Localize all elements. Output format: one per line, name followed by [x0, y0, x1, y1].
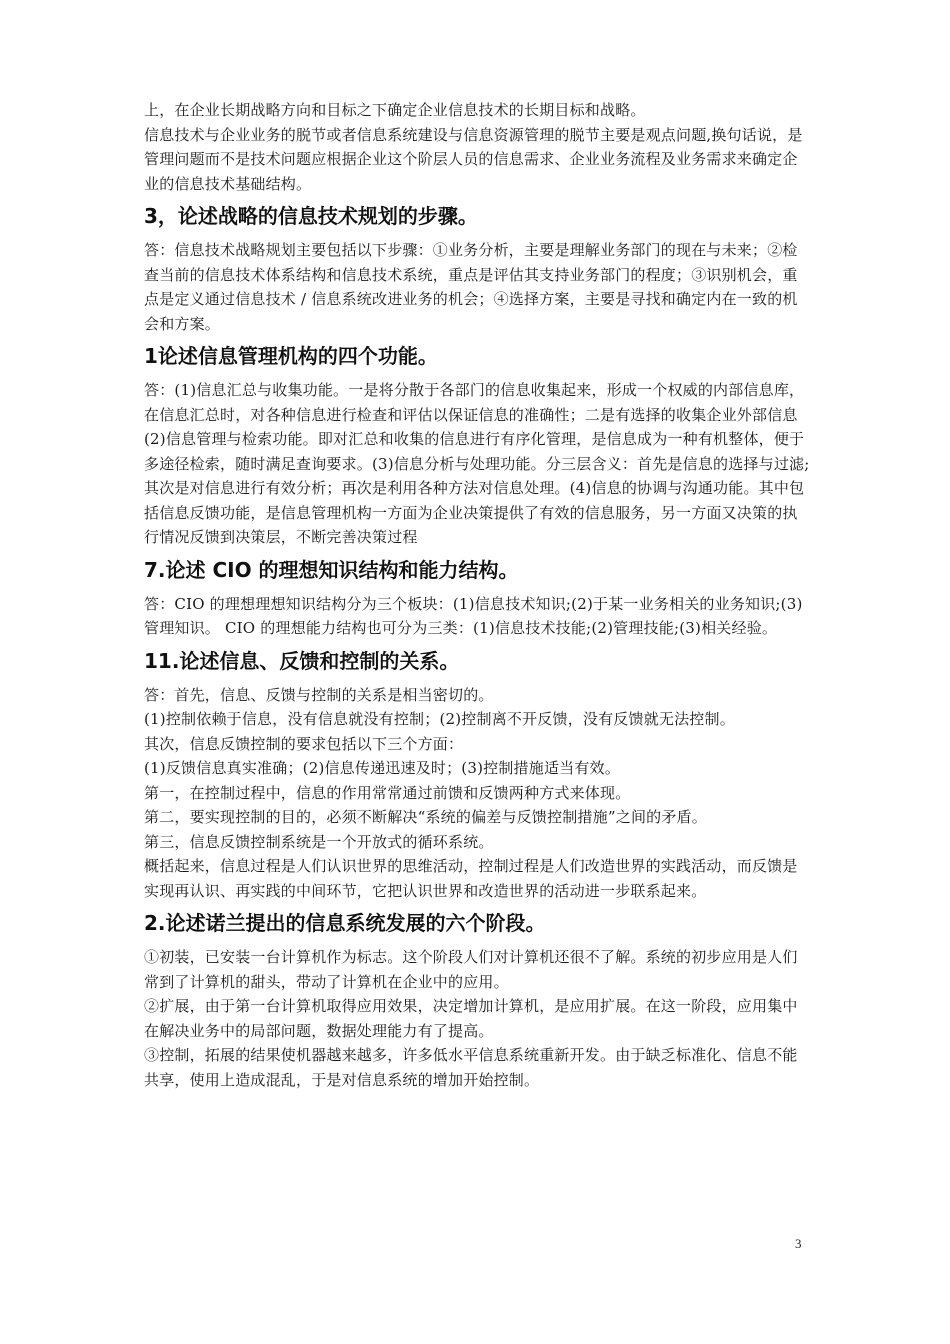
section-paragraph: (1)控制依赖于信息，没有信息就没有控制；(2)控制离不开反馈，没有反馈就无法控制。	[144, 710, 735, 728]
section-paragraph: 第一，在控制过程中，信息的作用常常通过前馈和反馈两种方式来体现。	[144, 783, 631, 802]
section-paragraph: 第三，信息反馈控制系统是一个开放式的循环系统。	[144, 832, 494, 851]
section-paragraph: 答：CIO 的理想理想知识结构分为三个板块：(1)信息技术知识;(2)于某一业务相关的业务知识;(3)管理知识。 CIO 的理想能力结构也可分为三类：(1)信息技术技能;(2)管理技能;(3)相关经验。	[144, 594, 803, 637]
section-heading-cio-structure: 7.论述 CIO 的理想知识结构和能力结构。	[144, 557, 519, 582]
section-heading-four-functions: 1论述信息管理机构的四个功能。	[144, 344, 438, 368]
section-heading-feedback-control: 11.论述信息、反馈和控制的关系。	[144, 648, 460, 673]
section-paragraph: ②扩展，由于第一台计算机取得应用效果，决定增加计算机，是应用扩展。在这一阶段，应用集中在解决业务中的局部问题，数据处理能力有了提高。	[144, 997, 798, 1040]
section-heading-nolan-stages: 2.论述诺兰提出的信息系统发展的六个阶段。	[144, 911, 546, 935]
page-number: 3	[795, 1236, 802, 1251]
intro-paragraph-1: 上，在企业长期战略方向和目标之下确定企业信息技术的长期目标和战略。	[144, 101, 646, 119]
section-paragraph: (1)反馈信息真实准确；(2)信息传递迅速及时；(3)控制措施适当有效。	[144, 759, 620, 777]
section-paragraph: ③控制，拓展的结果使机器越来越多，许多低水平信息系统重新开发。由于缺乏标准化、信息不能共享，使用上造成混乱，于是对信息系统的增加开始控制。	[144, 1046, 798, 1089]
section-heading-strategy-steps: 3，论述战略的信息技术规划的步骤。	[144, 204, 478, 228]
section-paragraph: 概括起来，信息过程是人们认识世界的思维活动，控制过程是人们改造世界的实践活动，而反馈是实现再认识、再实践的中间环节，它把认识世界和改造世界的活动进一步联系起来。	[144, 857, 798, 900]
section-paragraph: 答：信息技术战略规划主要包括以下步骤：①业务分析，主要是理解业务部门的现在与未来；②检查当前的信息技术体系结构和信息技术系统，重点是评估其支持业务部门的程度；③识别机会，重点是定义通过信息技术 / 信息系统改进业务的机会；④选择方案，主要是寻找和确定内在一致的机会和方案。	[144, 241, 798, 333]
page-body	[144, 98, 810, 1092]
section-paragraph: 其次，信息反馈控制的要求包括以下三个方面：	[144, 734, 464, 753]
section-paragraph: 答：首先，信息、反馈与控制的关系是相当密切的。	[144, 685, 494, 704]
intro-paragraph-2: 信息技术与企业业务的脱节或者信息系统建设与信息资源管理的脱节主要是观点问题,换句话说，是管理问题而不是技术问题应根据企业这个阶层人员的信息需求、企业业务流程及业务需求来确定企业的信息技术基础结构。	[144, 125, 803, 193]
section-paragraph: 第二，要实现控制的目的，必须不断解决“系统的偏差与反馈控制措施”之间的矛盾。	[144, 808, 707, 826]
section-paragraph: 答：(1)信息汇总与收集功能。一是将分散于各部门的信息收集起来，形成一个权威的内部信息库，在信息汇总时，对各种信息进行检查和评估以保证信息的准确性；二是有选择的收集企业外部信息(2)信息管理与检索功能。即对汇总和收集的信息进行有序化管理，是信息成为一种有机整体，便于多途径检索，随时满足查询要求。(3)信息分析与处理功能。分三层含义：首先是信息的选择与过滤;其次是对信息进行有效分析；再次是利用各种方法对信息处理。(4)信息的协调与沟通功能。其中包括信息反馈功能，是信息管理机构一方面为企业决策提供了有效的信息服务，另一方面又决策的执行情况反馈到决策层，不断完善决策过程	[144, 381, 810, 546]
section-paragraph: ①初装，已安装一台计算机作为标志。这个阶段人们对计算机还很不了解。系统的初步应用是人们常到了计算机的甜头，带动了计算机在企业中的应用。	[144, 948, 798, 991]
